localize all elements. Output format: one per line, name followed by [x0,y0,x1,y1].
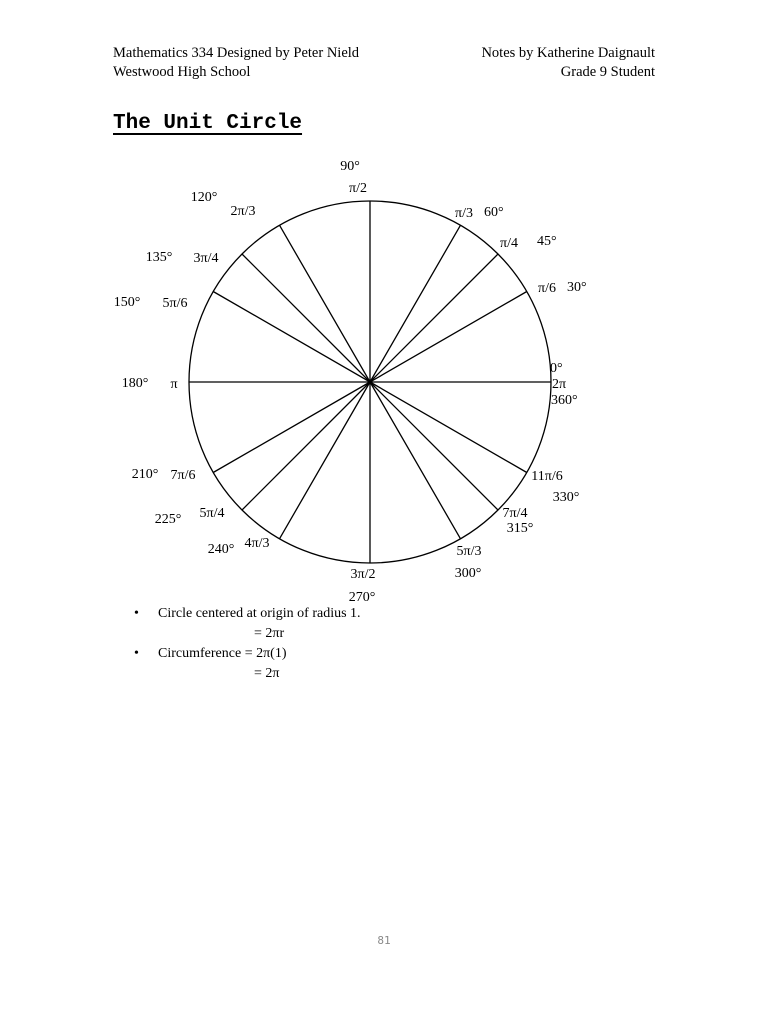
radian-label-315: 7π/4 [502,506,528,521]
degree-label-60: 60° [484,205,504,220]
origin-point [368,380,372,384]
circumference-label: Circumference [158,646,242,661]
notes-list [134,604,361,684]
page-number: 81 [377,934,391,947]
radian-label-270: 3π/2 [350,567,376,582]
radian-label-210: 7π/6 [170,468,196,483]
page-title: The Unit Circle [113,112,303,135]
formula-line: = 2πr [254,626,285,641]
circumference-formula: = 2π(1) [244,646,287,661]
radian-label-180: π [170,377,178,392]
radian-label-0: 2π [552,377,567,392]
radius-line-120 [280,225,371,382]
degree-label-240: 240° [207,542,235,557]
degree-label-150: 150° [113,295,141,310]
degree-label-315: 315° [506,521,534,536]
course-title: Mathematics 334 Designed by Peter Nield [113,45,360,61]
radian-label-330: 11π/6 [531,469,563,484]
school-name: Westwood High School [113,64,251,80]
radian-label-45: π/4 [500,236,518,251]
radius-line-135 [242,254,370,382]
degree-label-0: 0° [550,361,563,376]
radian-label-135: 3π/4 [193,251,219,266]
degree-label-210: 210° [131,467,159,482]
radius-line-300 [370,382,461,539]
radius-line-150 [213,292,370,383]
radian-label-120: 2π/3 [230,204,256,219]
degree-label-330: 330° [552,490,580,505]
formula-result: = 2π [254,666,280,681]
bullet-icon: • [134,606,139,621]
list-item [134,644,361,664]
radian-label-150: 5π/6 [162,296,188,311]
degree-label-120: 120° [190,190,218,205]
radius-line-225 [242,382,370,510]
degree-label-360: 360° [551,393,578,408]
radian-label-240: 4π/3 [244,536,270,551]
student-grade: Grade 9 Student [560,64,655,80]
radian-label-30: π/6 [538,281,556,296]
degree-label-225: 225° [154,512,182,527]
degree-label-30: 30° [567,280,587,295]
degree-label-135: 135° [145,250,173,265]
radius-line-30 [370,292,527,383]
degree-label-270: 270° [348,590,376,605]
radian-label-300: 5π/3 [456,544,482,559]
radian-label-60: π/3 [455,206,473,221]
radian-label-90: π/2 [349,181,367,196]
radius-line-240 [280,382,371,539]
bullet-icon: • [134,646,139,661]
radian-label-225: 5π/4 [199,506,225,521]
degree-label-45: 45° [537,234,557,249]
degree-label-300: 300° [454,566,482,581]
radius-line-45 [370,254,498,382]
radius-line-330 [370,382,527,473]
radius-line-315 [370,382,498,510]
degree-label-180: 180° [121,376,149,391]
list-item [134,604,361,624]
circle-definition: Circle centered at origin of radius 1. [158,606,361,621]
radius-line-60 [370,225,461,382]
notes-author: Notes by Katherine Daignault [481,45,655,61]
degree-label-90: 90° [340,159,360,174]
radius-line-210 [213,382,370,473]
